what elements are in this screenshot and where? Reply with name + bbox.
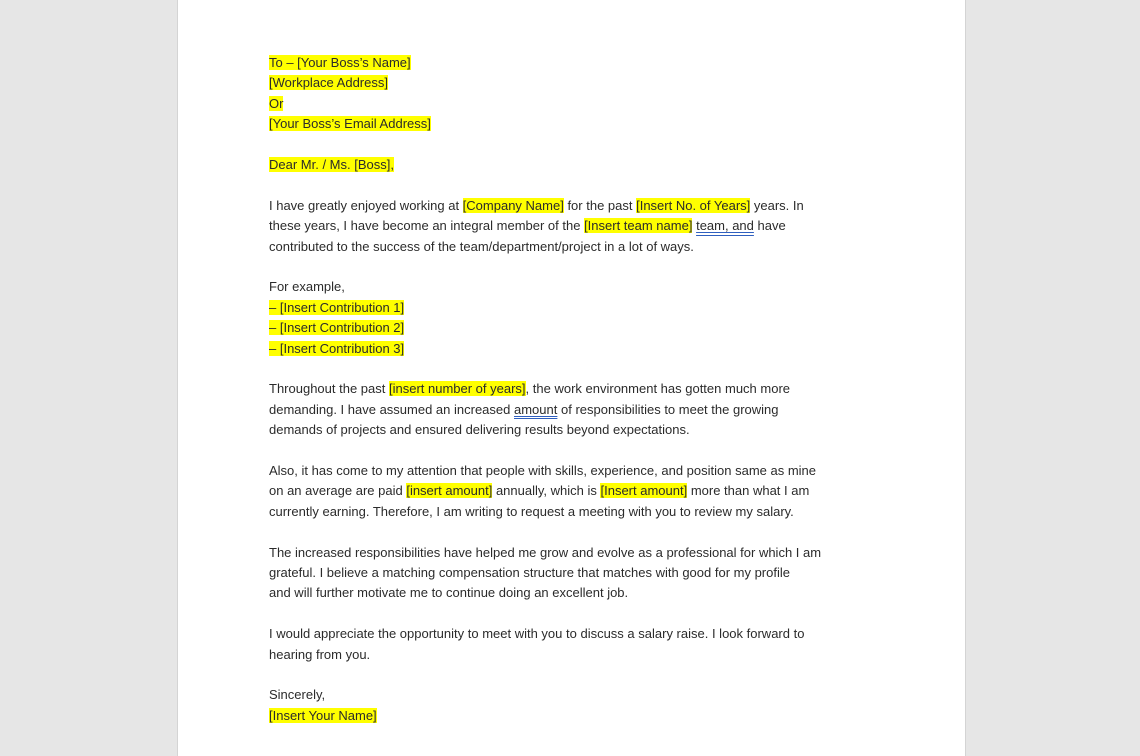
document-page[interactable] [177,0,966,756]
spellcheck-marked-text[interactable]: amount [514,401,558,417]
amount-placeholder: [insert amount] [406,483,493,499]
years-placeholder: [Insert No. of Years] [636,197,751,213]
your-name-placeholder: [Insert Your Name] [269,707,377,723]
salutation [269,155,879,175]
paragraph-gratitude: The increased responsibilities have helped me grow and evolve as a professional for which I am grateful. I believe a matching compensation structure that matches with good for my profile and will further motivate me to continue doing an excellent job. [269,544,822,601]
contributions-intro: For example, [269,279,345,295]
workplace-address-placeholder: [Workplace Address] [269,75,388,91]
paragraph-closing-request: I would appreciate the opportunity to meet with you to discuss a salary raise. I look forward to hearing from you. [269,626,805,662]
closing-word: Sincerely, [269,687,326,703]
paragraph-market-rate: Also, it has come to my attention that people with skills, experience, and position same as mine on an average are paid [insert amount] annually, which is [Insert amount] more than what I am currently earning. Therefore, I am writing to request a meeting with you to review my salary. [269,463,817,519]
letter-body[interactable] [269,53,879,747]
number-of-years-placeholder: [insert number of years] [388,381,526,397]
contribution-item: – [Insert Contribution 1] [269,299,405,315]
or-text: Or [269,95,284,111]
amount-difference-placeholder: [Insert amount] [600,483,688,499]
spellcheck-marked-text[interactable]: team, and [696,218,754,234]
email-address-placeholder: [Your Boss’s Email Address] [269,116,431,132]
contributions-list [269,277,879,359]
paragraph-introduction: I have greatly enjoyed working at [Company Name] for the past [Insert No. of Years] years. In these years, I have become an integral member of the [Insert team name] team, and have contributed to the success of the team/department/project in a lot of ways. [269,197,804,254]
company-name-placeholder: [Company Name] [462,197,564,213]
recipient-name-placeholder: To – [Your Boss’s Name] [269,55,411,70]
contribution-item: – [Insert Contribution 3] [269,340,405,356]
salutation-text: Dear Mr. / Ms. [Boss], [269,157,394,173]
recipient-address-block [269,53,879,135]
team-name-placeholder: [Insert team name] [584,218,693,234]
contribution-item: – [Insert Contribution 2] [269,320,405,336]
signature-block [269,685,879,726]
paragraph-responsibilities: Throughout the past [insert number of years], the work environment has gotten much more demanding. I have assumed an increased amount of responsibilities to meet the growing demands of projects and ensured delivering results beyond expectations. [269,381,791,438]
